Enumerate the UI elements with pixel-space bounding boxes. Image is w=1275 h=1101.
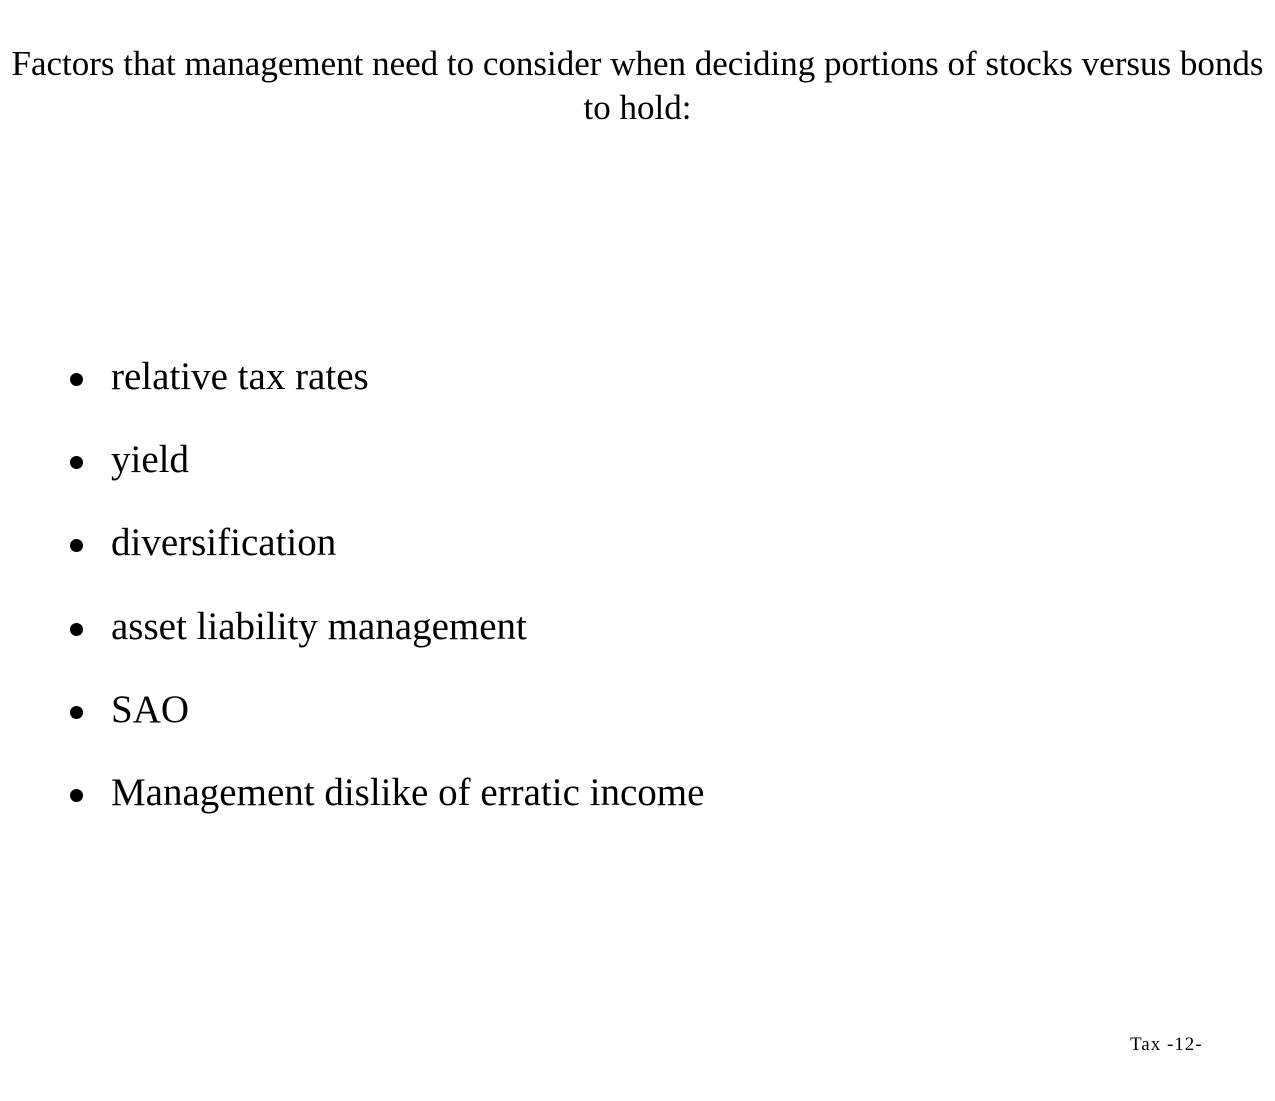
list-item <box>70 435 704 518</box>
list-item-text: SAO <box>111 687 190 731</box>
bullet-icon <box>70 789 83 802</box>
list-item-text: asset liability management <box>111 604 527 648</box>
list-item <box>70 685 704 768</box>
page-footer: Tax -12- <box>1130 1034 1203 1055</box>
slide-title: Factors that management need to consider when deciding portions of stocks versus bonds to hold: <box>11 44 1264 127</box>
list-item <box>70 602 704 685</box>
list-item <box>70 352 704 435</box>
list-item-text: diversification <box>111 521 337 565</box>
bullet-icon <box>70 706 83 719</box>
list-item <box>70 518 704 601</box>
list-item-text: Management dislike of erratic income <box>111 770 705 814</box>
bullet-icon <box>70 456 83 469</box>
factor-list <box>70 352 704 851</box>
list-item-text: yield <box>111 438 189 482</box>
list-item <box>70 768 704 851</box>
list-item-text: relative tax rates <box>111 355 369 398</box>
bullet-icon <box>70 373 83 386</box>
bullet-icon <box>70 623 83 636</box>
bullet-icon <box>70 539 83 552</box>
